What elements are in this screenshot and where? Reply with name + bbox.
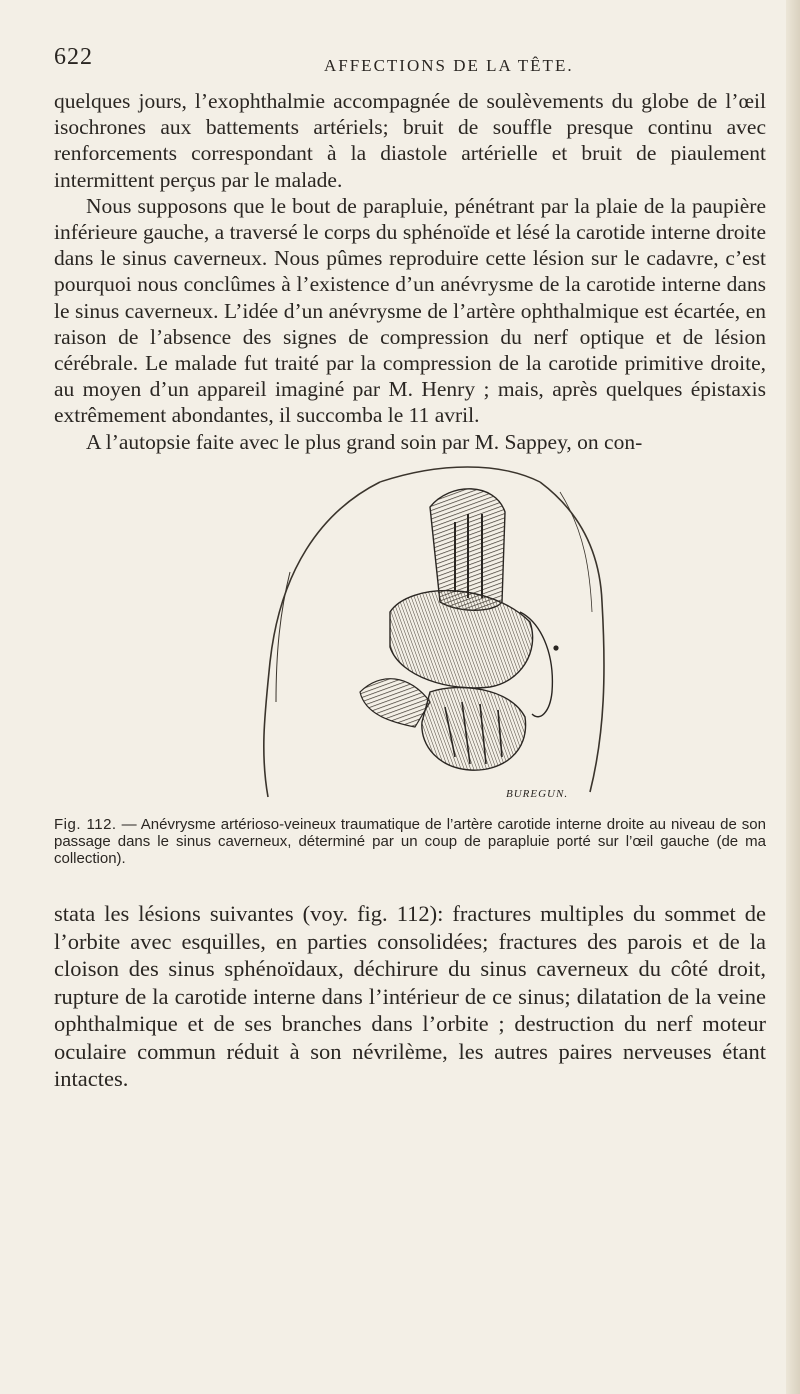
figure-112-engraving <box>240 452 640 812</box>
continuation-paragraph: stata les lésions suivantes (voy. fig. 112): fractures multiples du sommet de l’orbite avec esquilles, en parties consolidées; fractures des parois et de la cloison des sinus sphénoïdaux, déchirure du sinus caverneux du côté droit, rupture de la carotide interne dans l’intérieur de ce sinus; dilatation de la veine ophthalmique et de ses branches dans l’orbite ; destruction du nerf moteur oculaire commun réduit à son névrilème, les autres paires nerveuses étant intactes. <box>54 901 766 1091</box>
paragraph-2: Nous supposons que le bout de parapluie, pénétrant par la plaie de la paupière inférieure gauche, a traversé le corps du sphénoïde et lésé la carotide interne droite dans le sinus caverneux. Nous pûmes reproduire cette lésion sur le cadavre, c’est pourquoi nous conclûmes à l’existence d’un anévrysme de la carotide interne dans le sinus caverneux. L’idée d’un anévrysme de l’artère ophthalmique est écartée, en raison de l’absence des signes de compression du nerf optique et de lésion cérébrale. Le malade fut traité par la compression de la carotide primitive droite, au moyen d’un appareil imaginé par M. Henry ; mais, après quelques épistaxis extrêmement abondantes, il succomba le 11 avril. <box>54 193 766 428</box>
page-number: 622 <box>54 44 93 70</box>
body-text-top <box>54 88 766 455</box>
engraver-signature: BUREGUN. <box>506 788 569 800</box>
body-text-bottom <box>54 900 766 1093</box>
figure-caption-text: — Anévrysme artérioso-veineux traumatique de l’artère carotide interne droite au niveau de son passage dans le sinus caverneux, déterminé par un coup de parapluie porté sur l’œil gauche (de ma collection). <box>54 816 766 867</box>
running-head: AFFECTIONS DE LA TÊTE. <box>324 56 574 75</box>
page-header <box>54 44 754 84</box>
figure-caption <box>54 816 766 867</box>
paragraph-1: quelques jours, l’exophthalmie accompagnée de soulèvements du globe de l’œil isochrones aux battements artériels; bruit de souffle presque continu avec renforcements correspondant à la diastole artérielle et bruit de piaulement intermittent perçus par le malade. <box>54 89 766 192</box>
figure-label: Fig. 112. <box>54 816 117 833</box>
page-edge <box>786 0 800 1394</box>
skull-base-engraving-illustration <box>240 452 640 812</box>
paragraph-3: A l’autopsie faite avec le plus grand soin par M. Sappey, on con- <box>86 429 643 454</box>
